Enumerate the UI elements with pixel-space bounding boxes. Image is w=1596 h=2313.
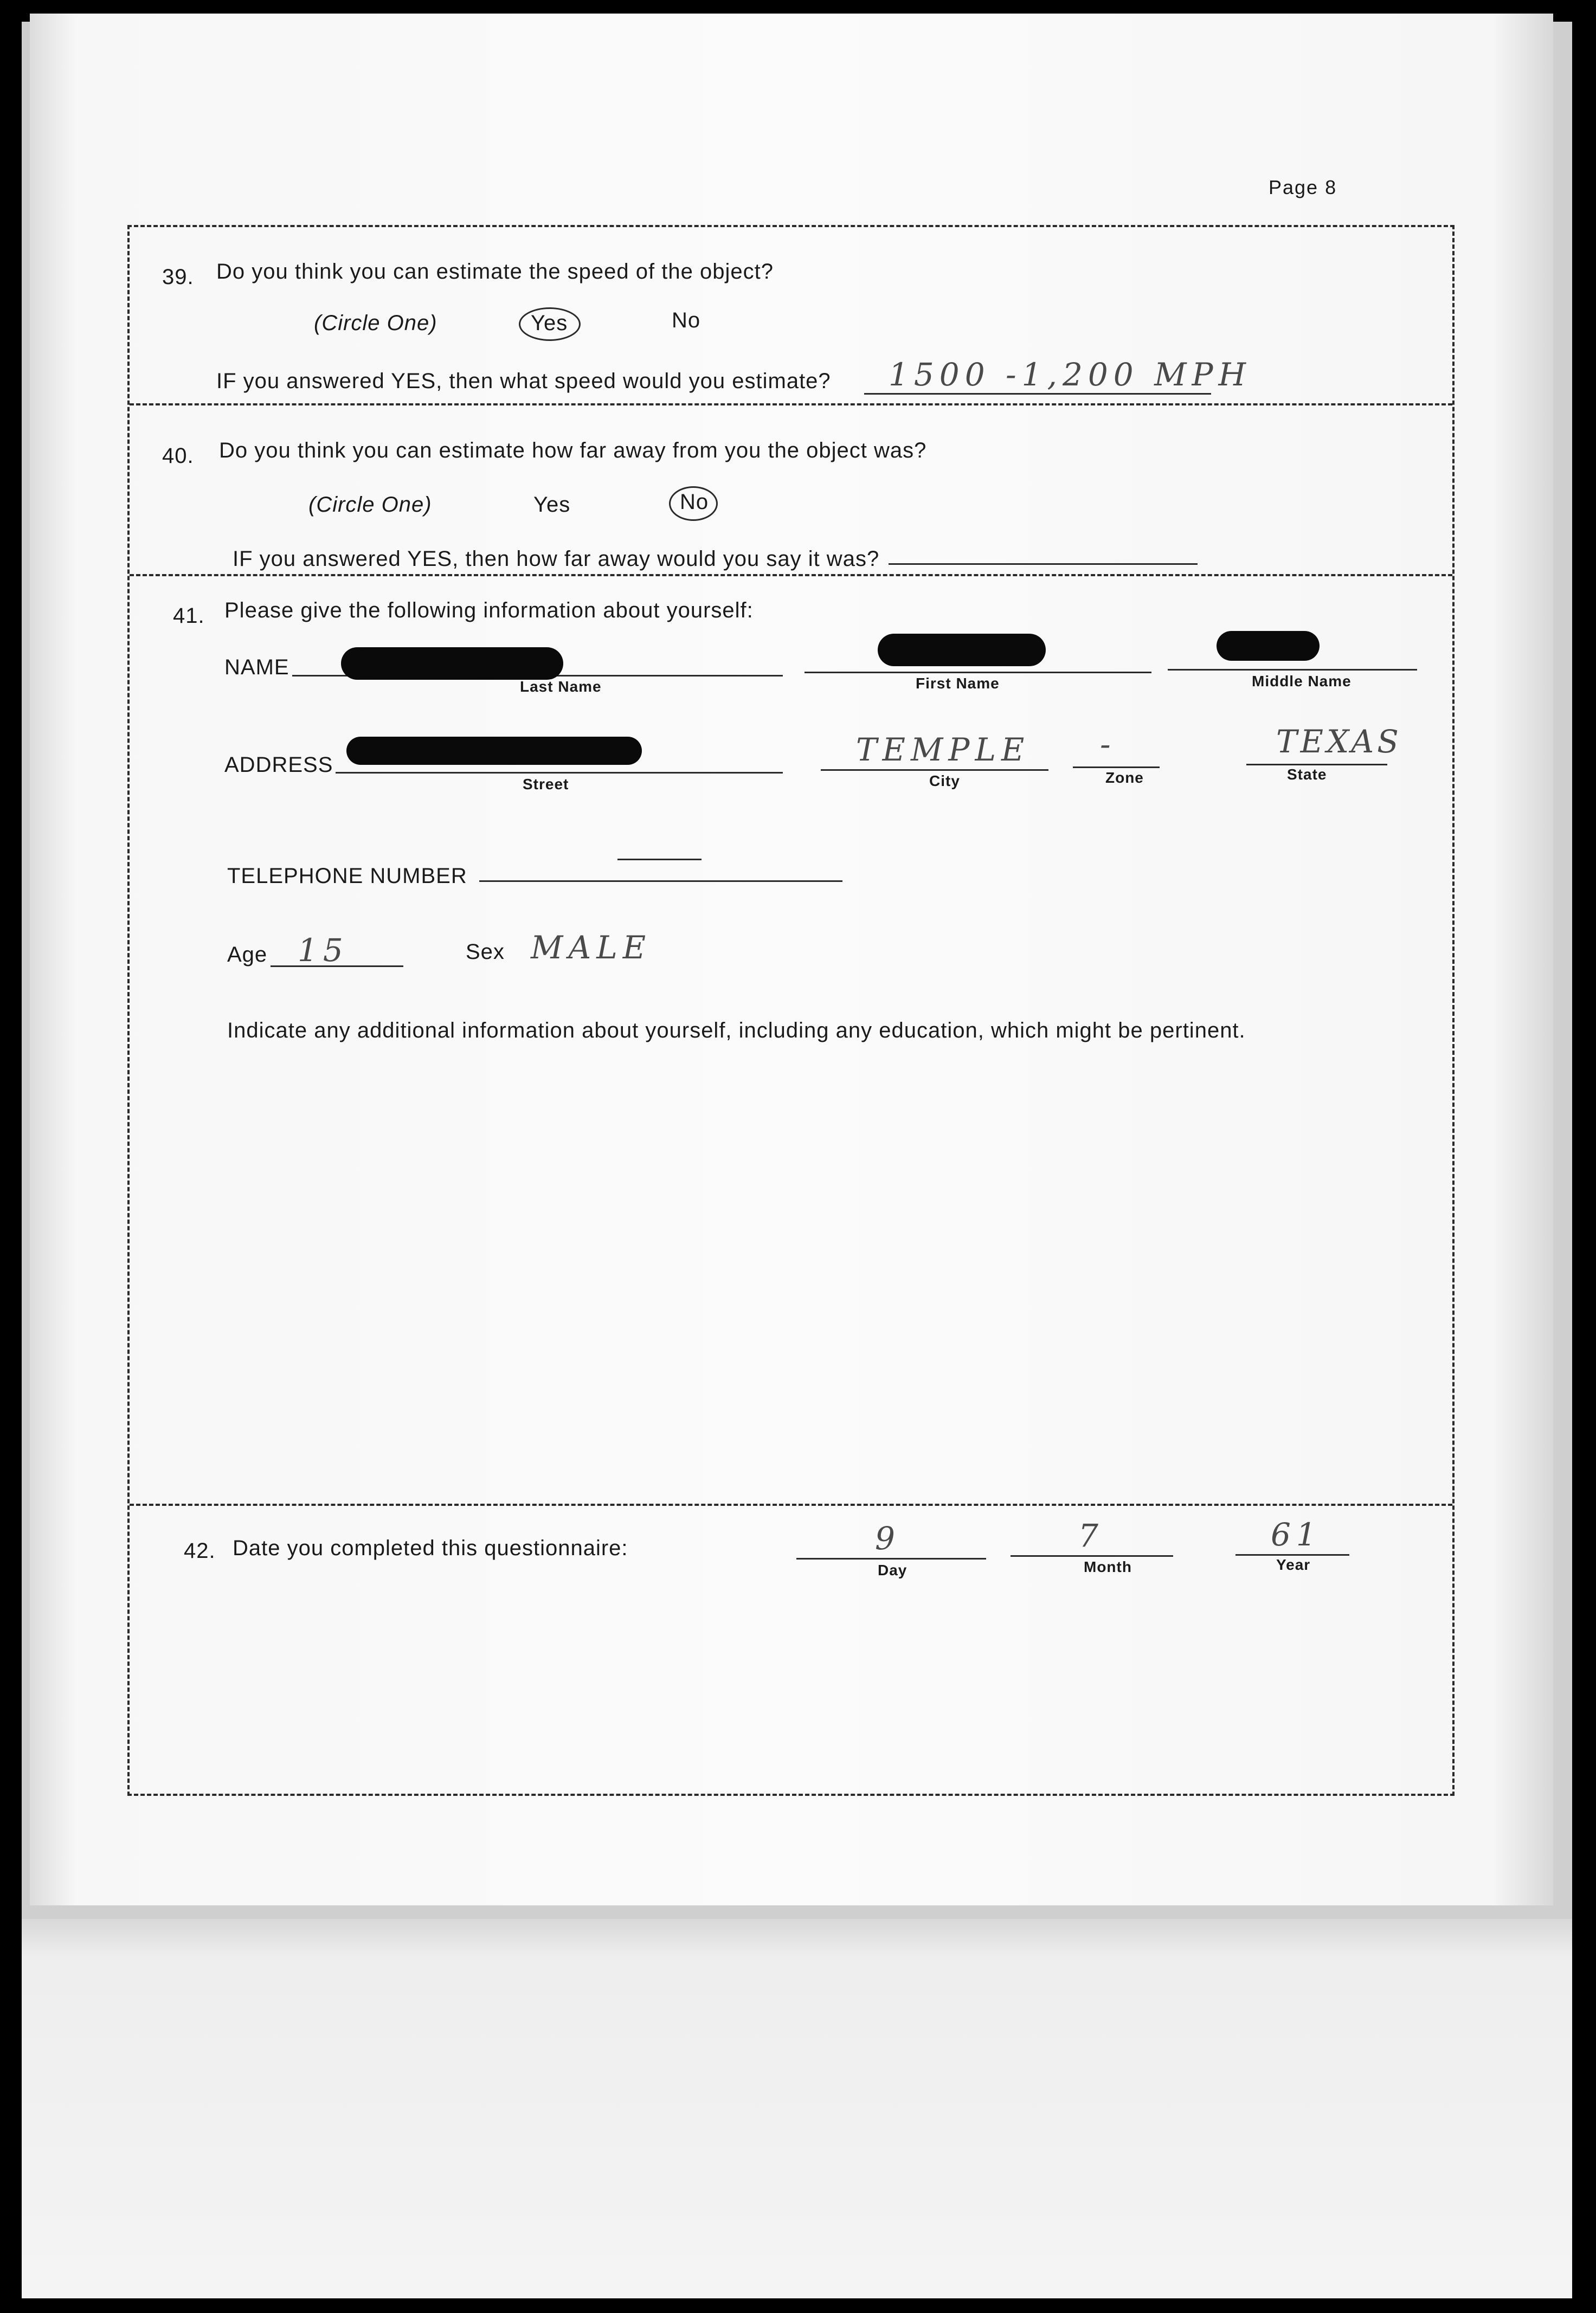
first-name-caption: First Name bbox=[916, 675, 1000, 692]
zone-value[interactable]: - bbox=[1100, 726, 1116, 763]
divider-39-40 bbox=[130, 403, 1452, 405]
q39-question: Do you think you can estimate the speed of the object? bbox=[216, 260, 774, 284]
state-line bbox=[1246, 764, 1387, 765]
additional-info-area[interactable] bbox=[224, 1056, 1417, 1490]
q40-number: 40. bbox=[162, 444, 194, 468]
q41-number: 41. bbox=[173, 604, 205, 628]
q40-followup: IF you answered YES, then how far away would you say it was? bbox=[233, 547, 880, 571]
year-line bbox=[1235, 1554, 1349, 1556]
sex-label: Sex bbox=[466, 940, 505, 964]
q40-answer-line bbox=[889, 563, 1198, 565]
street-line bbox=[336, 772, 783, 774]
q39-answer-line bbox=[864, 393, 1211, 395]
address-label: ADDRESS bbox=[224, 753, 333, 777]
selected-circle-mark bbox=[519, 307, 581, 341]
q40-option-yes[interactable]: Yes bbox=[533, 493, 571, 517]
telephone-dash-mark bbox=[617, 859, 702, 860]
q39-number: 39. bbox=[162, 265, 194, 289]
q41-prompt: Please give the following information about yourself: bbox=[224, 598, 754, 622]
sex-value[interactable]: MALE bbox=[531, 929, 652, 966]
q39-followup: IF you answered YES, then what speed would you estimate? bbox=[216, 369, 831, 393]
telephone-line bbox=[479, 880, 842, 882]
form-frame bbox=[127, 225, 1455, 1796]
zone-caption: Zone bbox=[1105, 769, 1144, 786]
zone-line bbox=[1073, 766, 1160, 768]
divider-41-42 bbox=[130, 1504, 1452, 1506]
telephone-label: TELEPHONE NUMBER bbox=[227, 864, 467, 888]
redaction-mark bbox=[341, 647, 563, 680]
q39-answer[interactable]: 1500 -1,200 MPH bbox=[889, 356, 1252, 393]
q39-option-yes[interactable]: Yes bbox=[531, 311, 568, 335]
street-caption: Street bbox=[523, 776, 569, 793]
middle-name-caption: Middle Name bbox=[1252, 673, 1352, 690]
month-line bbox=[1011, 1555, 1173, 1557]
state-caption: State bbox=[1287, 766, 1327, 783]
day-value[interactable]: 9 bbox=[875, 1520, 900, 1557]
redaction-mark bbox=[1217, 631, 1320, 661]
day-caption: Day bbox=[878, 1562, 908, 1578]
redaction-mark bbox=[346, 737, 642, 765]
middle-name-line bbox=[1168, 669, 1417, 671]
city-caption: City bbox=[929, 772, 960, 789]
q39-option-no[interactable]: No bbox=[672, 308, 701, 332]
q42-prompt: Date you completed this questionnaire: bbox=[233, 1536, 628, 1560]
city-line bbox=[821, 769, 1048, 771]
selected-circle-mark bbox=[669, 486, 718, 521]
age-value[interactable]: 15 bbox=[298, 932, 349, 969]
first-name-line bbox=[805, 672, 1151, 673]
name-label: NAME bbox=[224, 655, 289, 679]
day-line bbox=[796, 1558, 986, 1560]
page-number: Page 8 bbox=[1269, 176, 1337, 198]
year-value[interactable]: 61 bbox=[1271, 1516, 1322, 1553]
month-caption: Month bbox=[1084, 1558, 1132, 1575]
form-page bbox=[30, 14, 1553, 1905]
age-label: Age bbox=[227, 943, 268, 967]
last-name-caption: Last Name bbox=[520, 678, 602, 695]
q40-option-no[interactable]: No bbox=[680, 490, 709, 514]
lower-sheet bbox=[22, 1919, 1572, 2298]
redaction-mark bbox=[878, 634, 1046, 666]
q40-question: Do you think you can estimate how far away from you the object was? bbox=[219, 439, 927, 462]
divider-40-41 bbox=[130, 574, 1452, 576]
q40-circle-label: (Circle One) bbox=[308, 493, 432, 517]
q42-number: 42. bbox=[184, 1539, 216, 1563]
year-caption: Year bbox=[1276, 1556, 1311, 1573]
city-value[interactable]: TEMPLE bbox=[856, 731, 1030, 768]
q39-circle-label: (Circle One) bbox=[314, 311, 437, 335]
state-value[interactable]: TEXAS bbox=[1276, 723, 1402, 760]
month-value[interactable]: 7 bbox=[1078, 1517, 1104, 1554]
additional-info-prompt: Indicate any additional information about yourself, including any education, which might be pertinent. bbox=[227, 1019, 1246, 1042]
